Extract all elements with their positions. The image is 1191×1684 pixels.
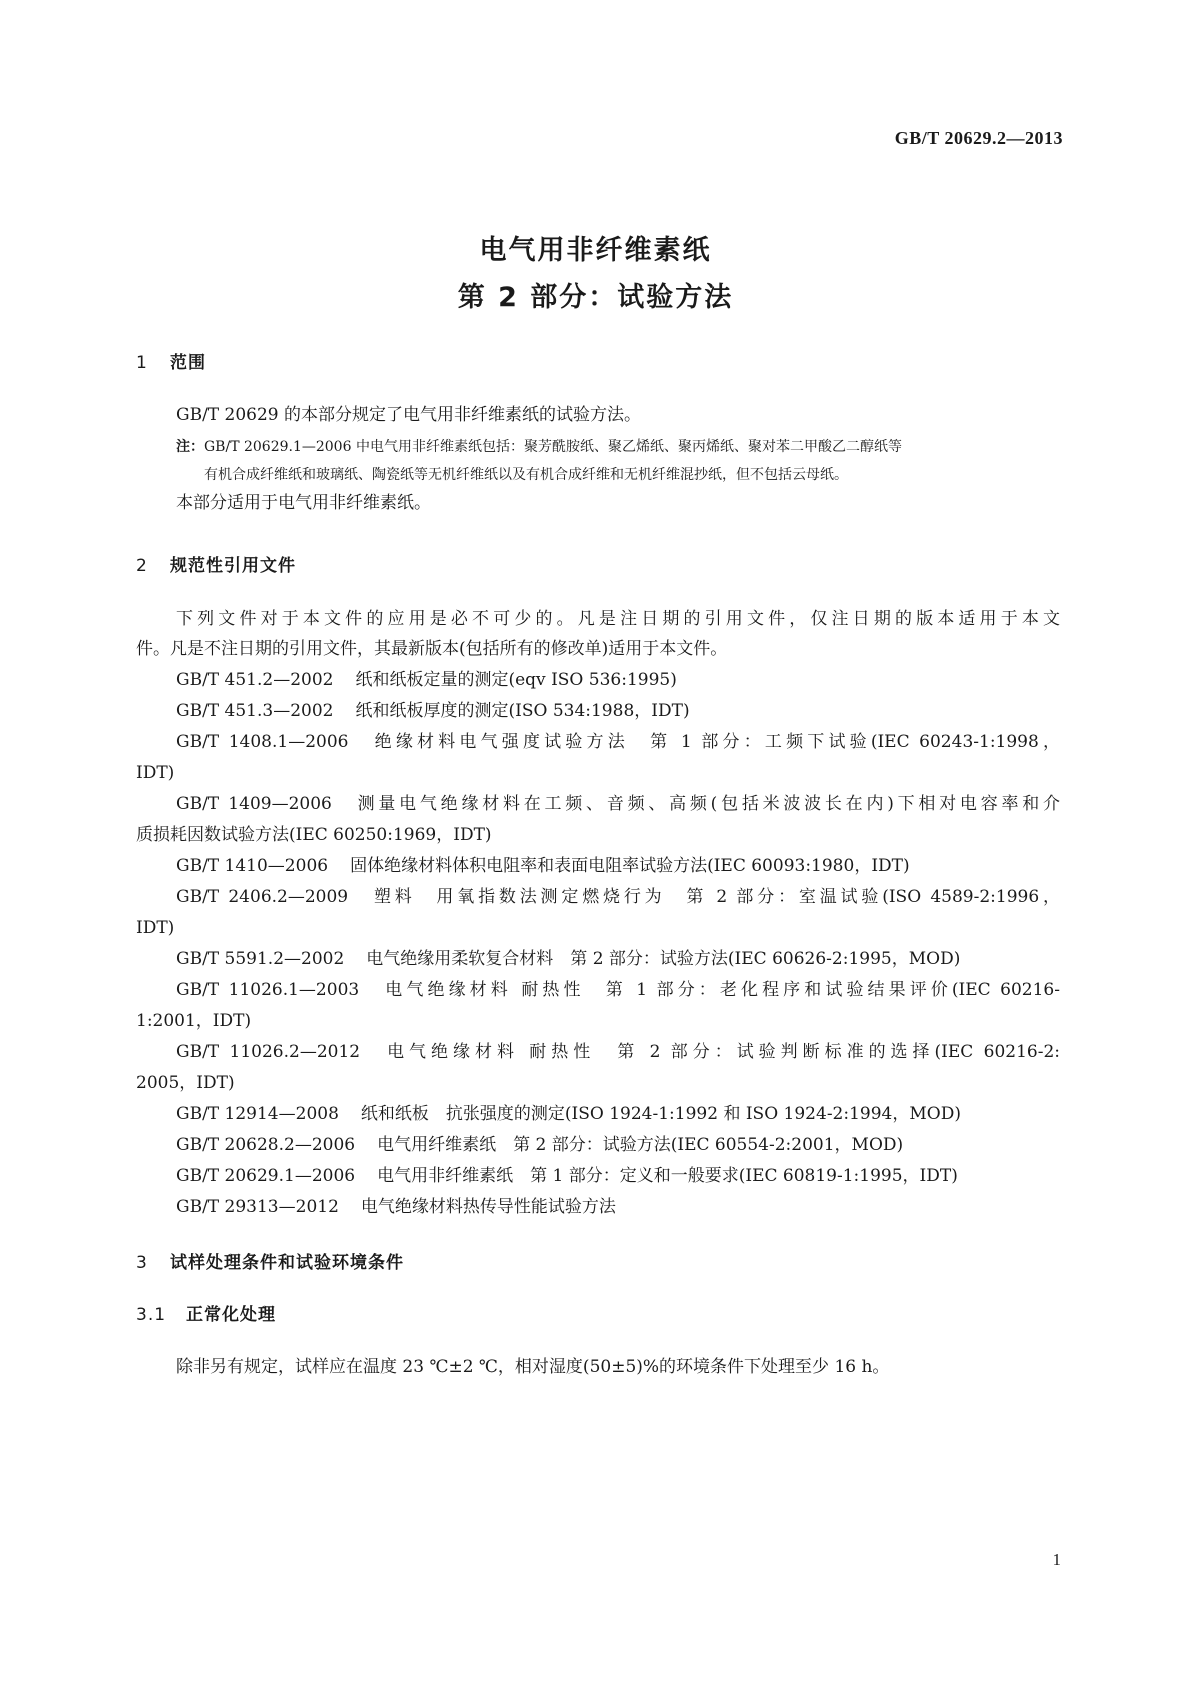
reference-title: 纸和纸板 抗张强度的测定(ISO 1924-1:1992 和 ISO 1924-2:1994，MOD) (360, 1104, 961, 1124)
section-3-heading (136, 1248, 404, 1273)
reference-item (176, 1137, 903, 1154)
reference-item (176, 796, 1060, 813)
reference-code: GB/T 1408.1—2006 (176, 732, 349, 752)
reference-title: 电气绝缘材料 耐热性 第 1 部分：老化程序和试验结果评价(IEC 60216- (381, 980, 1060, 1000)
reference-item (176, 672, 677, 689)
reference-item (176, 734, 1060, 751)
reference-item (176, 982, 1060, 999)
section-number: 2 (136, 556, 148, 576)
section-title: 范围 (170, 353, 206, 373)
note (176, 436, 902, 456)
reference-title: 塑料 用氧指数法测定燃烧行为 第 2 部分：室温试验(ISO 4589-2:1996， (370, 887, 1060, 907)
section-title: 试样处理条件和试验环境条件 (170, 1253, 404, 1273)
reference-title: 电气绝缘用柔软复合材料 第 2 部分：试验方法(IEC 60626-2:1995，MOD) (366, 949, 961, 969)
reference-code: GB/T 451.2—2002 (176, 670, 334, 690)
document-title: 电气用非纤维素纸 (479, 235, 712, 266)
section-2-heading (136, 551, 296, 576)
reference-code: GB/T 20629.1—2006 (176, 1166, 356, 1186)
reference-item (176, 1199, 616, 1216)
section-number: 3 (136, 1253, 148, 1273)
reference-code: GB/T 29313—2012 (176, 1197, 339, 1217)
reference-code: GB/T 5591.2—2002 (176, 949, 345, 969)
reference-title: 纸和纸板定量的测定(eqv ISO 536:1995) (355, 670, 677, 690)
reference-title: 电气用非纤维素纸 第 1 部分：定义和一般要求(IEC 60819-1:1995，IDT) (377, 1166, 958, 1186)
subsection-title: 正常化处理 (186, 1305, 276, 1325)
reference-item (176, 889, 1060, 906)
reference-code: GB/T 1409—2006 (176, 794, 332, 814)
paragraph: 下列文件对于本文件的应用是必不可少的。凡是注日期的引用文件，仅注日期的版本适用于本文 (176, 609, 1060, 629)
section-title: 规范性引用文件 (170, 556, 296, 576)
reference-continuation: IDT) (136, 763, 175, 783)
reference-title: 绝缘材料电气强度试验方法 第 1 部分：工频下试验(IEC 60243-1:1998， (370, 732, 1060, 752)
reference-item (176, 703, 690, 720)
reference-code: GB/T 11026.1—2003 (176, 980, 360, 1000)
reference-continuation: 2005，IDT) (136, 1073, 235, 1093)
note-label: 注： (176, 439, 204, 455)
reference-continuation: 1:2001，IDT) (136, 1011, 252, 1031)
reference-item (176, 951, 960, 968)
subsection-3-1-heading (136, 1300, 276, 1325)
reference-title: 测量电气绝缘材料在工频、音频、高频(包括米波波长在内)下相对电容率和介 (353, 794, 1060, 814)
paragraph: 本部分适用于电气用非纤维素纸。 (176, 493, 431, 513)
reference-item (176, 1106, 961, 1123)
section-1-heading (136, 348, 206, 373)
note-continuation: 有机合成纤维纸和玻璃纸、陶瓷纸等无机纤维纸以及有机合成纤维和无机纤维混抄纸，但不包括云母纸。 (204, 467, 848, 483)
reference-item (176, 1168, 958, 1185)
reference-code: GB/T 12914—2008 (176, 1104, 339, 1124)
document-subtitle: 第 2 部分：试验方法 (457, 282, 734, 313)
paragraph-continuation: 件。凡是不注日期的引用文件，其最新版本(包括所有的修改单)适用于本文件。 (136, 639, 728, 659)
reference-code: GB/T 20628.2—2006 (176, 1135, 356, 1155)
reference-title: 电气绝缘材料热传导性能试验方法 (360, 1197, 616, 1217)
subsection-number: 3.1 (136, 1305, 167, 1325)
reference-continuation: 质损耗因数试验方法(IEC 60250:1969，IDT) (136, 825, 492, 845)
reference-title: 电气用纤维素纸 第 2 部分：试验方法(IEC 60554-2:2001，MOD) (377, 1135, 904, 1155)
section-number: 1 (136, 353, 148, 373)
reference-item (176, 1044, 1060, 1061)
paragraph: 除非另有规定，试样应在温度 23 ℃±2 ℃，相对湿度(50±5)%的环境条件下处理至少 16 h。 (176, 1357, 890, 1377)
reference-title: 电气绝缘材料 耐热性 第 2 部分：试验判断标准的选择(IEC 60216-2: (382, 1042, 1061, 1062)
reference-title: 纸和纸板厚度的测定(ISO 534:1988，IDT) (355, 701, 690, 721)
standard-number: GB/T 20629.2—2013 (894, 128, 1063, 148)
reference-item (176, 858, 910, 875)
reference-code: GB/T 451.3—2002 (176, 701, 334, 721)
reference-continuation: IDT) (136, 918, 175, 938)
page-number: 1 (1052, 1550, 1061, 1569)
reference-code: GB/T 11026.2—2012 (176, 1042, 361, 1062)
reference-code: GB/T 1410—2006 (176, 856, 329, 876)
note-text: GB/T 20629.1—2006 中电气用非纤维素纸包括：聚芳酰胺纸、聚乙烯纸、聚丙烯纸、聚对苯二甲酸乙二醇纸等 (204, 439, 902, 455)
paragraph: GB/T 20629 的本部分规定了电气用非纤维素纸的试验方法。 (176, 405, 642, 425)
reference-code: GB/T 2406.2—2009 (176, 887, 349, 907)
reference-title: 固体绝缘材料体积电阻率和表面电阻率试验方法(IEC 60093:1980，IDT) (350, 856, 910, 876)
